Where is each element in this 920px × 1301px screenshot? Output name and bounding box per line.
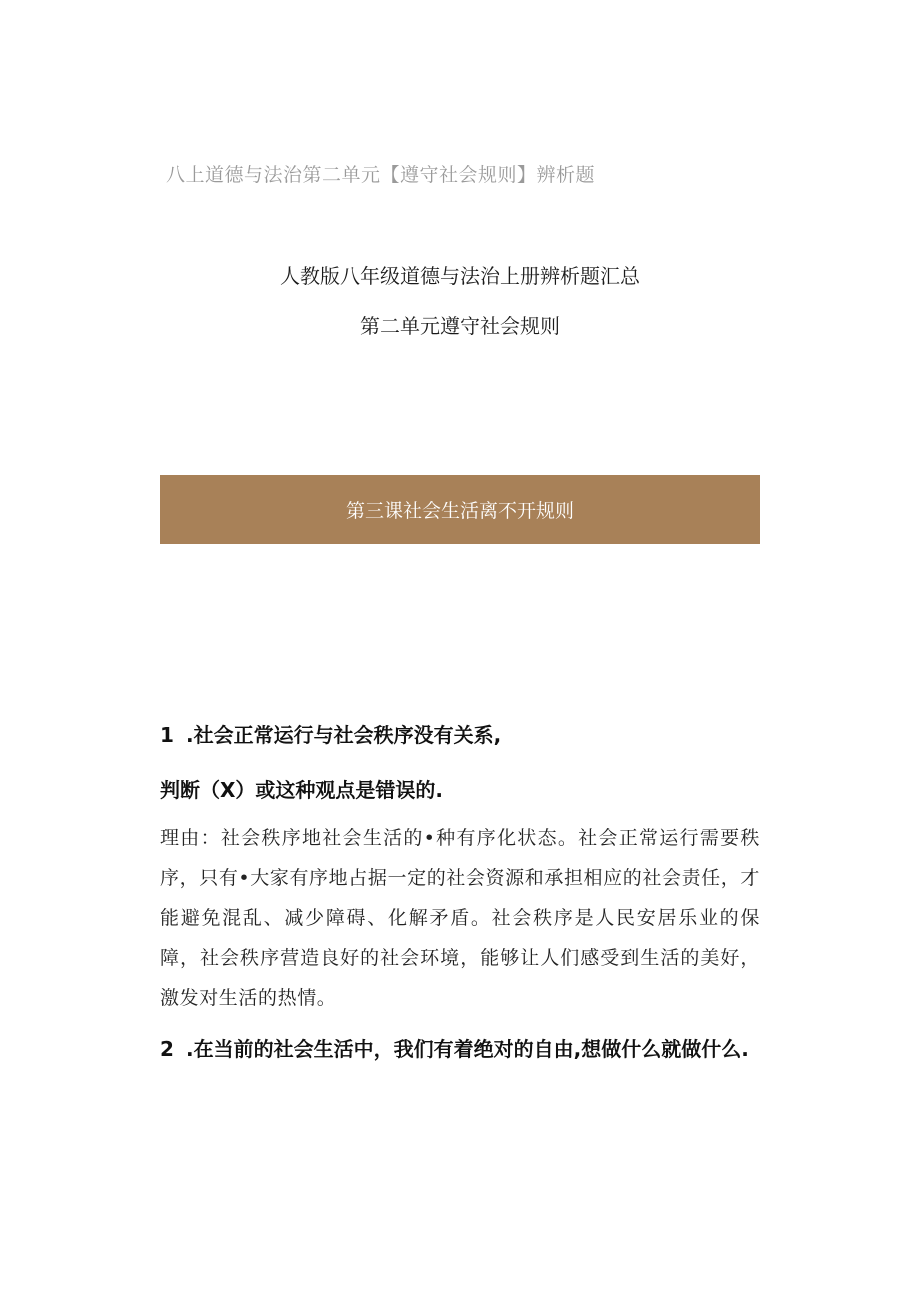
question-2-number: 2 [160, 1037, 174, 1061]
collection-title: 人教版八年级道德与法治上册辨析题汇总 [280, 264, 640, 288]
unit-title: 第二单元遵守社会规则 [360, 314, 560, 338]
document-header: 八上道德与法治第二单元【遵守社会规则】辨析题 [166, 164, 596, 186]
question-1-number: 1 [160, 723, 174, 747]
question-1-judgement: 判断（X）或这种观点是错误的. [160, 778, 444, 802]
lesson-banner-label: 第三课社会生活离不开规则 [345, 500, 574, 522]
question-2-text: .在当前的社会生活中，我们有着绝对的自由,想做什么就做什么. [186, 1037, 749, 1061]
lesson-banner [160, 475, 760, 544]
question-1-text: .社会正常运行与社会秩序没有关系, [186, 723, 502, 747]
question-1-reason: 理由：社会秩序地社会生活的•种有序化状态。社会正常运行需要秩序，只有•大家有序地占据一定的社会资源和承担相应的社会责任，才能避免混乱、减少障碍、化解矛盾。社会秩序是人民安居乐业的保障，社会秩序营造良好的社会环境，能够让人们感受到生活的美好，激发对生活的热情。 [160, 827, 760, 1009]
question-2 [160, 1033, 749, 1062]
question-1 [160, 719, 501, 748]
